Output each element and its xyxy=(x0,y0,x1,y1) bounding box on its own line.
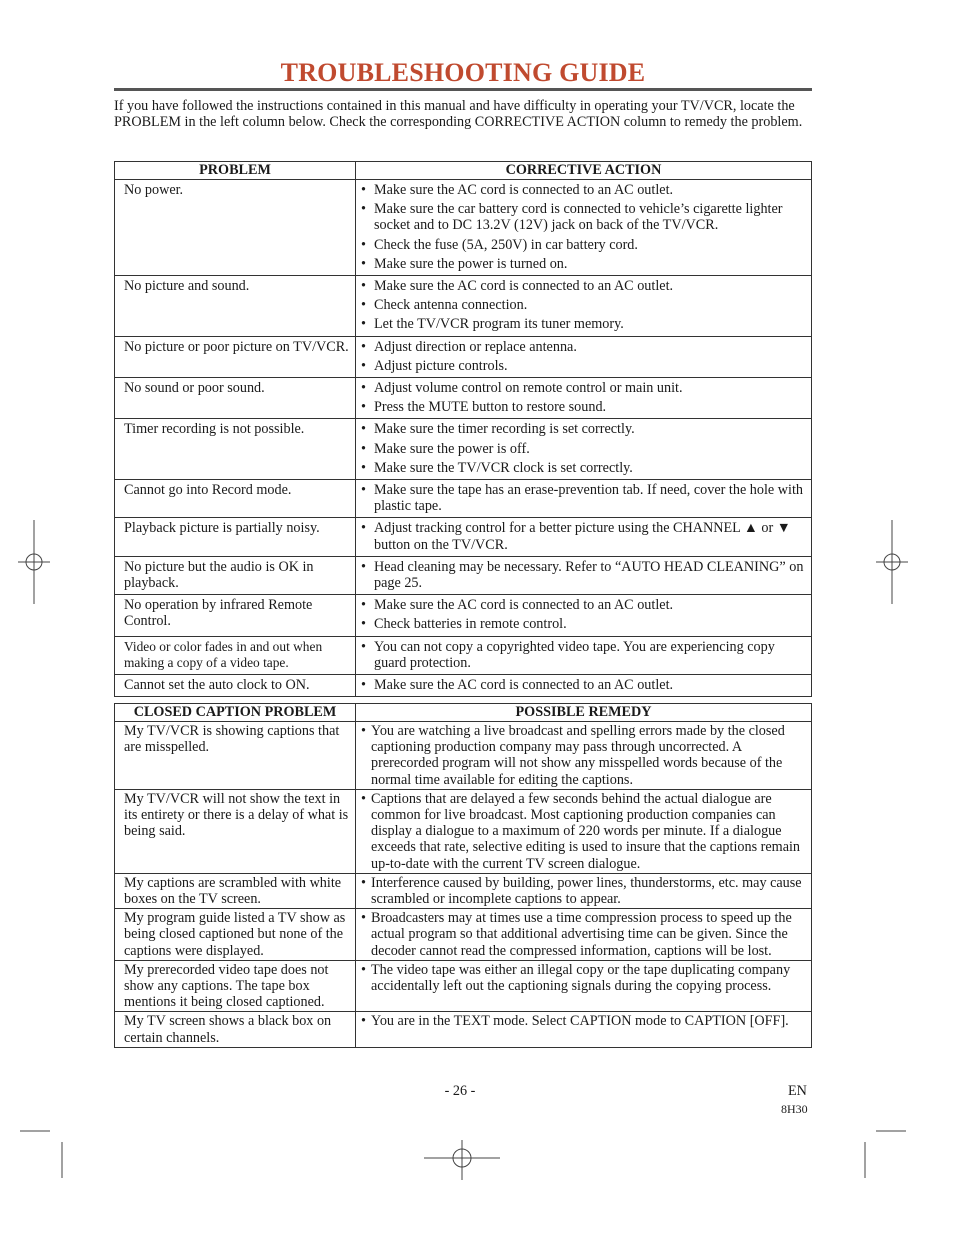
corrective-action-cell xyxy=(356,419,812,480)
bullet-icon: • xyxy=(361,558,366,575)
corrective-action-cell xyxy=(356,518,812,556)
action-text: Make sure the power is off. xyxy=(374,440,530,457)
action-item xyxy=(361,256,808,272)
action-text: Head cleaning may be necessary. Refer to “AUTO HEAD CLEANING” on page 25. xyxy=(374,558,804,592)
remedy-cell xyxy=(356,722,812,790)
problem-cell: Timer recording is not possible. xyxy=(115,419,356,480)
corrective-action-cell xyxy=(356,180,812,276)
action-text: You can not copy a copyrighted video tape. You are experiencing copy guard protection. xyxy=(374,638,775,671)
page-title: TROUBLESHOOTING GUIDE xyxy=(280,58,646,87)
remedy-item xyxy=(361,791,809,872)
bullet-icon: • xyxy=(361,182,366,198)
corrective-action-cell xyxy=(356,336,812,377)
table-row xyxy=(115,722,812,790)
bullet-icon: • xyxy=(361,421,366,438)
table-row xyxy=(115,1012,812,1047)
bullet-icon: • xyxy=(361,790,366,807)
crop-mark-bottom-left xyxy=(20,1128,64,1178)
corrective-action-cell xyxy=(356,675,812,697)
bullet-icon: • xyxy=(361,236,366,253)
action-item xyxy=(361,201,808,233)
action-text: Make sure the AC cord is connected to an AC outlet. xyxy=(374,677,674,694)
remedy-text: Captions that are delayed a few seconds behind the actual dialogue are common for live broadcast. Most captioning production companies can display a dialogue to a maximum of 220 words per minute. If a dialogue exceeds that rate, selective editing is used to insure that the captions remain up-to-date with the current TV screen dialogue. xyxy=(371,790,801,872)
troubleshooting-table xyxy=(114,161,812,697)
bullet-icon: • xyxy=(361,910,366,927)
remedy-item xyxy=(361,723,809,788)
table-row xyxy=(115,276,812,337)
remedy-item xyxy=(361,962,809,994)
caption-problem-cell: My program guide listed a TV show as being closed captioned but none of the captions were displayed. xyxy=(115,909,356,961)
problem-column-header: PROBLEM xyxy=(115,162,356,180)
action-text: Make sure the AC cord is connected to an AC outlet. xyxy=(374,597,674,614)
caption-problem-cell: My TV/VCR is showing captions that are misspelled. xyxy=(115,722,356,790)
intro-paragraph: If you have followed the instructions contained in this manual and have difficulty in operating your TV/VCR, locate the PROBLEM in the left column below. Check the corresponding CORRECTIVE ACTION column to remedy the problem. xyxy=(114,98,803,131)
remedy-text: You are watching a live broadcast and spelling errors made by the closed captioning production company may pass through uncorrected. A prerecorded program will not show any misspelled words because of the normal time available for editing the captions. xyxy=(371,723,785,788)
bullet-icon: • xyxy=(361,440,366,457)
remedy-cell xyxy=(356,1012,812,1047)
action-item xyxy=(361,339,808,355)
action-item xyxy=(361,297,808,313)
problem-cell: Video or color fades in and out when making a copy of a video tape. xyxy=(115,636,356,674)
bullet-icon: • xyxy=(361,616,366,633)
table-row xyxy=(115,518,812,556)
table-row xyxy=(115,419,812,480)
table-row xyxy=(115,180,812,276)
remedy-text: Broadcasters may at times use a time compression process to speed up the actual program so that additional advertising time can be given. Since the decoder cannot read the compressed information, captions will be lost. xyxy=(371,910,792,959)
bullet-icon: • xyxy=(361,357,366,374)
action-text: Press the MUTE button to restore sound. xyxy=(374,399,607,416)
table-row xyxy=(115,636,812,674)
table-row xyxy=(115,789,812,873)
table-row xyxy=(115,378,812,419)
corrective-action-cell xyxy=(356,636,812,674)
remedy-text: The video tape was either an illegal copy or the tape duplicating company accidentally left out the captioning signals during the copying process. xyxy=(371,961,791,995)
problem-cell: No operation by infrared Remote Control. xyxy=(115,595,356,636)
corrective-action-column-header: CORRECTIVE ACTION xyxy=(356,162,812,180)
action-item xyxy=(361,597,808,613)
table-row xyxy=(115,873,812,908)
table-row xyxy=(115,675,812,697)
bullet-icon: • xyxy=(361,597,366,614)
action-item xyxy=(361,237,808,253)
bullet-icon: • xyxy=(361,723,366,739)
problem-cell: Playback picture is partially noisy. xyxy=(115,518,356,556)
remedy-item xyxy=(361,875,809,907)
corrective-action-cell xyxy=(356,378,812,419)
action-text: Make sure the TV/VCR clock is set correctly. xyxy=(374,459,633,476)
bullet-icon: • xyxy=(361,297,366,314)
problem-cell: Cannot set the auto clock to ON. xyxy=(115,675,356,697)
page-number: - 26 - xyxy=(444,1083,476,1099)
table-row xyxy=(115,909,812,961)
remedy-item xyxy=(361,910,809,959)
action-item xyxy=(361,520,808,552)
action-text: Check the fuse (5A, 250V) in car battery cord. xyxy=(374,236,638,253)
action-text: Make sure the AC cord is connected to an AC outlet. xyxy=(374,278,674,295)
action-text: Make sure the car battery cord is connected to vehicle’s cigarette lighter socket and to DC 13.2V (12V) jack on back of the TV/VCR. xyxy=(374,201,783,234)
bullet-icon: • xyxy=(361,1013,366,1030)
remedy-text: You are in the TEXT mode. Select CAPTION mode to CAPTION [OFF]. xyxy=(371,1013,789,1030)
action-item xyxy=(361,358,808,374)
remedy-item xyxy=(361,1013,809,1029)
registration-mark-bottom xyxy=(424,1140,500,1180)
problem-cell: No sound or poor sound. xyxy=(115,378,356,419)
corrective-action-cell xyxy=(356,595,812,636)
action-text: Adjust picture controls. xyxy=(374,357,508,374)
action-text: Check antenna connection. xyxy=(374,297,528,314)
problem-cell: No picture or poor picture on TV/VCR. xyxy=(115,336,356,377)
action-item xyxy=(361,460,808,476)
table-row xyxy=(115,595,812,636)
problem-cell: No power. xyxy=(115,180,356,276)
bullet-icon: • xyxy=(361,482,366,499)
corrective-action-cell xyxy=(356,480,812,518)
action-item xyxy=(361,639,808,671)
action-item xyxy=(361,482,808,514)
bullet-icon: • xyxy=(361,380,366,397)
bullet-icon: • xyxy=(361,874,366,891)
action-text: Make sure the tape has an erase-prevention tab. If need, cover the hole with plastic tape. xyxy=(374,482,803,515)
action-text: Make sure the AC cord is connected to an AC outlet. xyxy=(374,182,674,198)
remedy-text: Interference caused by building, power lines, thunderstorms, etc. may cause scrambled or incomplete captions to appear. xyxy=(371,874,802,908)
remedy-cell xyxy=(356,789,812,873)
bullet-icon: • xyxy=(361,255,366,272)
action-text: Make sure the timer recording is set correctly. xyxy=(374,421,635,438)
action-item xyxy=(361,441,808,457)
remedy-cell xyxy=(356,960,812,1012)
language-code: EN xyxy=(788,1083,807,1099)
bullet-icon: • xyxy=(361,278,366,295)
action-item xyxy=(361,399,808,415)
action-item xyxy=(361,677,808,693)
bullet-icon: • xyxy=(361,399,366,416)
bullet-icon: • xyxy=(361,459,366,476)
registration-mark-right xyxy=(876,520,908,604)
table-row xyxy=(115,556,812,594)
table-row xyxy=(115,336,812,377)
model-code: 8H30 xyxy=(781,1102,808,1116)
table-row xyxy=(115,480,812,518)
action-item xyxy=(361,559,808,591)
crop-mark-bottom-right xyxy=(862,1128,906,1178)
remedy-cell xyxy=(356,873,812,908)
action-item xyxy=(361,182,808,198)
action-item xyxy=(361,421,808,437)
action-item xyxy=(361,380,808,396)
action-text: Check batteries in remote control. xyxy=(374,616,567,633)
closed-caption-table xyxy=(114,703,812,1048)
bullet-icon: • xyxy=(361,520,366,537)
bullet-icon: • xyxy=(361,961,366,978)
action-item xyxy=(361,278,808,294)
action-item xyxy=(361,316,808,332)
action-text: Make sure the power is turned on. xyxy=(374,255,568,272)
problem-cell: Cannot go into Record mode. xyxy=(115,480,356,518)
action-text: Adjust tracking control for a better picture using the CHANNEL ▲ or ▼ button on the TV/VCR. xyxy=(374,520,791,553)
table-row xyxy=(115,960,812,1012)
remedy-cell xyxy=(356,909,812,961)
possible-remedy-column-header: POSSIBLE REMEDY xyxy=(356,704,812,722)
problem-cell: No picture and sound. xyxy=(115,276,356,337)
caption-problem-column-header: CLOSED CAPTION PROBLEM xyxy=(115,704,356,722)
action-text: Adjust volume control on remote control or main unit. xyxy=(374,380,683,397)
action-text: Let the TV/VCR program its tuner memory. xyxy=(374,316,624,333)
bullet-icon: • xyxy=(361,316,366,333)
caption-problem-cell: My prerecorded video tape does not show any captions. The tape box mentions it being closed captioned. xyxy=(115,960,356,1012)
caption-problem-cell: My TV/VCR will not show the text in its entirety or there is a delay of what is being said. xyxy=(115,789,356,873)
bullet-icon: • xyxy=(361,201,366,218)
title-rule xyxy=(114,88,812,91)
corrective-action-cell xyxy=(356,276,812,337)
caption-problem-cell: My captions are scrambled with white boxes on the TV screen. xyxy=(115,873,356,908)
registration-mark-left xyxy=(18,520,50,604)
bullet-icon: • xyxy=(361,338,366,355)
corrective-action-cell xyxy=(356,556,812,594)
action-text: Adjust direction or replace antenna. xyxy=(374,338,577,355)
bullet-icon: • xyxy=(361,677,366,694)
problem-cell: No picture but the audio is OK in playback. xyxy=(115,556,356,594)
bullet-icon: • xyxy=(361,638,366,655)
action-item xyxy=(361,616,808,632)
caption-problem-cell: My TV screen shows a black box on certain channels. xyxy=(115,1012,356,1047)
